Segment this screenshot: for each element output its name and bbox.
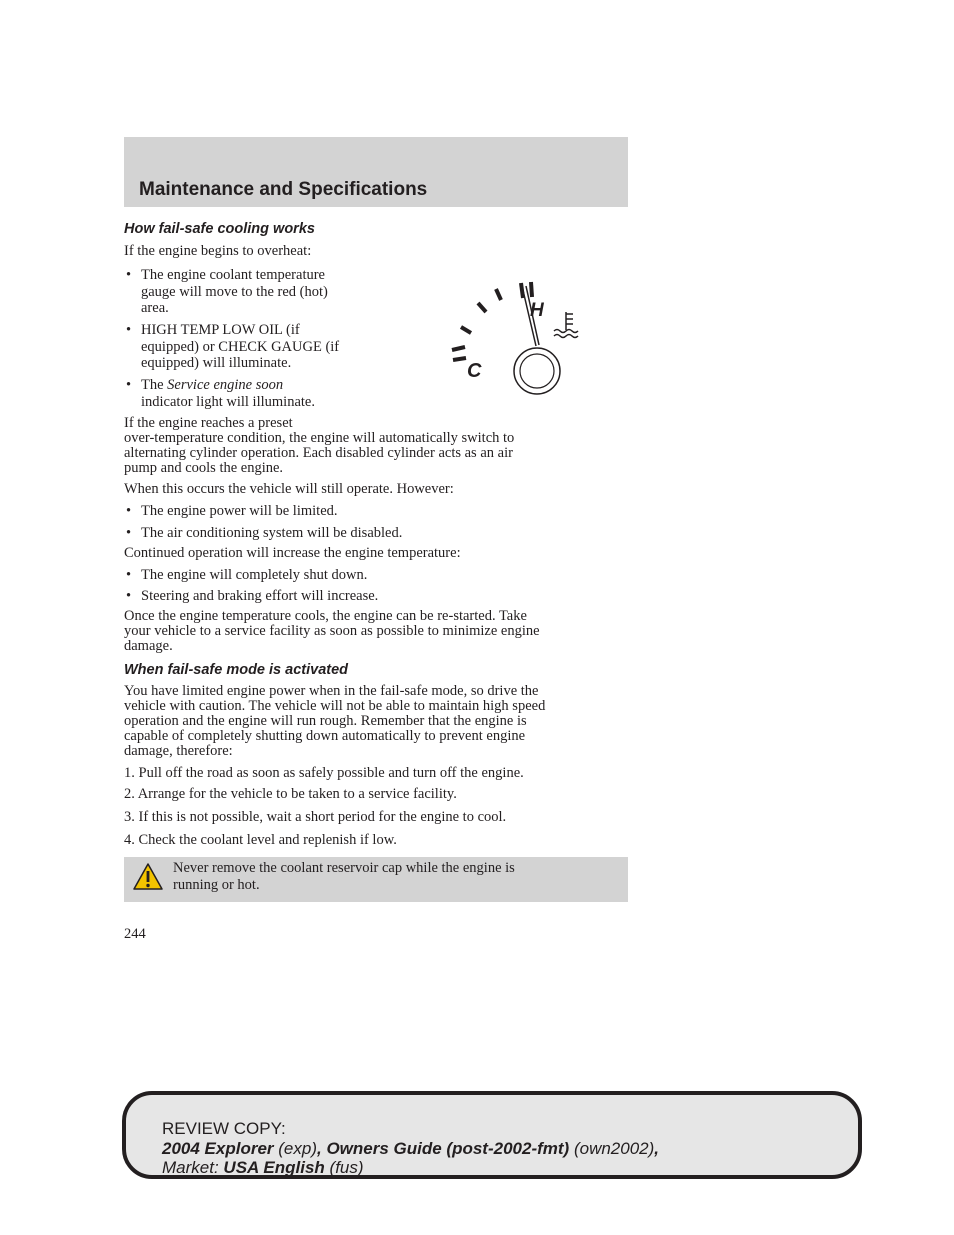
- numbered-step: 4. Check the coolant level and replenish if low.: [124, 832, 397, 848]
- numbered-step: 1. Pull off the road as soon as safely possible and turn off the engine.: [124, 765, 524, 781]
- bullet-line: equipped) or CHECK GAUGE (if: [141, 338, 340, 355]
- bullet-dot: •: [126, 377, 132, 393]
- paragraph: Once the engine temperature cools, the engine can be re-started. Take your vehicle to a service facility as soon as possible to minimize engine damage.: [124, 608, 540, 654]
- temperature-gauge-illustration: [440, 276, 590, 401]
- paragraph: When this occurs the vehicle will still operate. However:: [124, 481, 454, 497]
- gauge-hot-label: H: [530, 300, 544, 321]
- section-heading-fail-safe-activated: When fail-safe mode is activated: [124, 662, 349, 678]
- bullet-line: area.: [141, 300, 169, 317]
- paragraph: Continued operation will increase the engine temperature:: [124, 545, 461, 561]
- intro-text: If the engine begins to overheat:: [124, 243, 312, 259]
- header-band: [124, 137, 628, 207]
- paragraph: If the engine reaches a preset over-temperature condition, the engine will automatically switch to alternating cylinder operation. Each disabled cylinder acts as an air pump and cools the engine.: [124, 415, 515, 476]
- review-copy-box: [122, 1091, 862, 1179]
- bullet-line: equipped) will illuminate.: [141, 355, 292, 372]
- page-title: Maintenance and Specifications: [139, 179, 428, 200]
- review-label: REVIEW COPY:: [162, 1119, 286, 1138]
- numbered-step: 3. If this is not possible, wait a short period for the engine to cool.: [124, 809, 507, 825]
- review-market-line: Market: USA English (fus): [162, 1158, 364, 1177]
- gauge-ticks: [452, 282, 532, 360]
- paragraph: You have limited engine power when in the fail-safe mode, so drive the vehicle with caution. The vehicle will not be able to maintain high speed operation and the engine will run rough. Remember that the engine is capable of completely shutting down automatically to prevent engine damage, therefore:: [124, 683, 546, 759]
- gauge-cold-label: C: [467, 360, 482, 382]
- bullet-dot: •: [126, 322, 132, 338]
- bullet-line: HIGH TEMP LOW OIL (if: [141, 322, 300, 338]
- bullet-line: The engine coolant temperature: [141, 267, 325, 283]
- service-engine-soon-term: Service engine soon: [167, 377, 284, 393]
- warning-triangle-icon: [132, 862, 164, 892]
- bullet-line: The: [141, 377, 168, 393]
- numbered-step: 2. Arrange for the vehicle to be taken to a service facility.: [124, 786, 457, 802]
- coolant-temperature-icon: [554, 312, 578, 338]
- warning-box: [124, 857, 628, 902]
- bullet-dot: •: [126, 267, 132, 283]
- warning-text: Never remove the coolant reservoir cap while the engine is running or hot.: [173, 860, 515, 893]
- review-guide-line: 2004 Explorer (exp), Owners Guide (post-2002-fmt) (own2002),: [162, 1139, 660, 1158]
- bullet-line: indicator light will illuminate.: [141, 393, 315, 410]
- bullet-line: gauge will move to the red (hot): [141, 283, 328, 300]
- page-number: 244: [124, 926, 146, 942]
- section-heading-fail-safe-cooling: How fail-safe cooling works: [124, 221, 315, 237]
